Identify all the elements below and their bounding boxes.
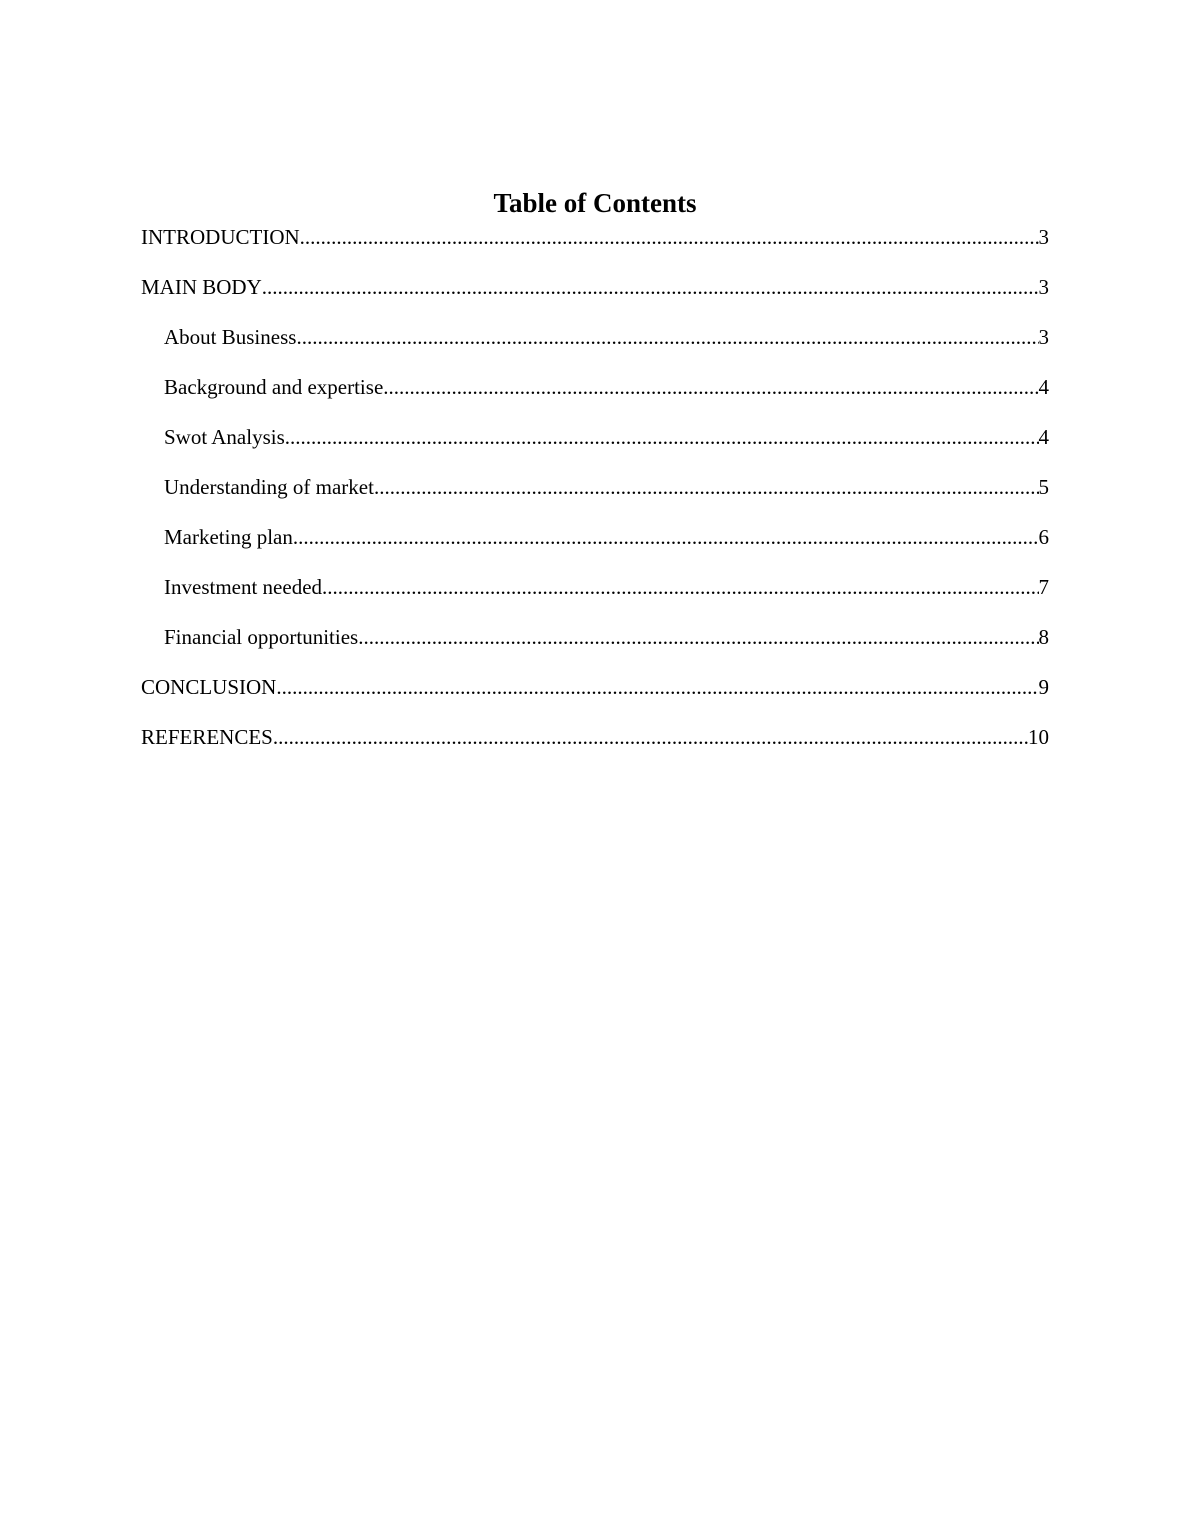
toc-entry-page: 9 [1038, 675, 1049, 699]
toc-dot-leader [296, 322, 1038, 352]
toc-entry-label: MAIN BODY [141, 275, 262, 299]
toc-entry-conclusion[interactable] [141, 672, 1049, 722]
toc-entry-financial-opportunities[interactable] [141, 622, 1049, 672]
toc-dot-leader [285, 422, 1039, 452]
toc-dot-leader [383, 372, 1038, 402]
toc-entry-label: REFERENCES [141, 725, 273, 749]
toc-dot-leader [273, 722, 1028, 752]
toc-dot-leader [276, 672, 1038, 702]
toc-entry-page: 3 [1038, 225, 1049, 249]
toc-entry-background-and-expertise[interactable] [141, 372, 1049, 422]
toc-title: Table of Contents [493, 188, 697, 218]
toc-entry-investment-needed[interactable] [141, 572, 1049, 622]
toc-entry-label: Financial opportunities [164, 625, 359, 649]
toc-entry-label: Understanding of market [164, 475, 374, 499]
toc-entry-page: 3 [1038, 275, 1049, 299]
toc-entry-page: 10 [1028, 725, 1049, 749]
toc-dot-leader [262, 272, 1039, 302]
toc-entry-swot-analysis[interactable] [141, 422, 1049, 472]
toc-entry-label: Investment needed [164, 575, 323, 599]
toc-entry-understanding-of-market[interactable] [141, 472, 1049, 522]
toc-entry-introduction[interactable] [141, 222, 1049, 272]
toc-entry-page: 7 [1038, 575, 1049, 599]
toc-entry-label: INTRODUCTION [141, 225, 300, 249]
toc-dot-leader [358, 622, 1038, 652]
toc-entry-page: 6 [1038, 525, 1049, 549]
toc-entry-label: Background and expertise [164, 375, 384, 399]
toc-entry-label: Marketing plan [164, 525, 293, 549]
toc-entry-page: 5 [1038, 475, 1049, 499]
toc-entry-marketing-plan[interactable] [141, 522, 1049, 572]
toc-dot-leader [300, 222, 1039, 252]
table-of-contents [141, 222, 1049, 772]
toc-entry-main-body[interactable] [141, 272, 1049, 322]
toc-dot-leader [293, 522, 1039, 552]
toc-entry-references[interactable] [141, 722, 1049, 772]
toc-entry-page: 3 [1038, 325, 1049, 349]
toc-dot-leader [374, 472, 1039, 502]
toc-entry-about-business[interactable] [141, 322, 1049, 372]
toc-entry-page: 8 [1038, 625, 1049, 649]
toc-entry-label: CONCLUSION [141, 675, 277, 699]
toc-entry-page: 4 [1038, 425, 1049, 449]
toc-dot-leader [322, 572, 1038, 602]
toc-entry-label: About Business [164, 325, 297, 349]
toc-entry-label: Swot Analysis [164, 425, 285, 449]
toc-entry-page: 4 [1038, 375, 1049, 399]
